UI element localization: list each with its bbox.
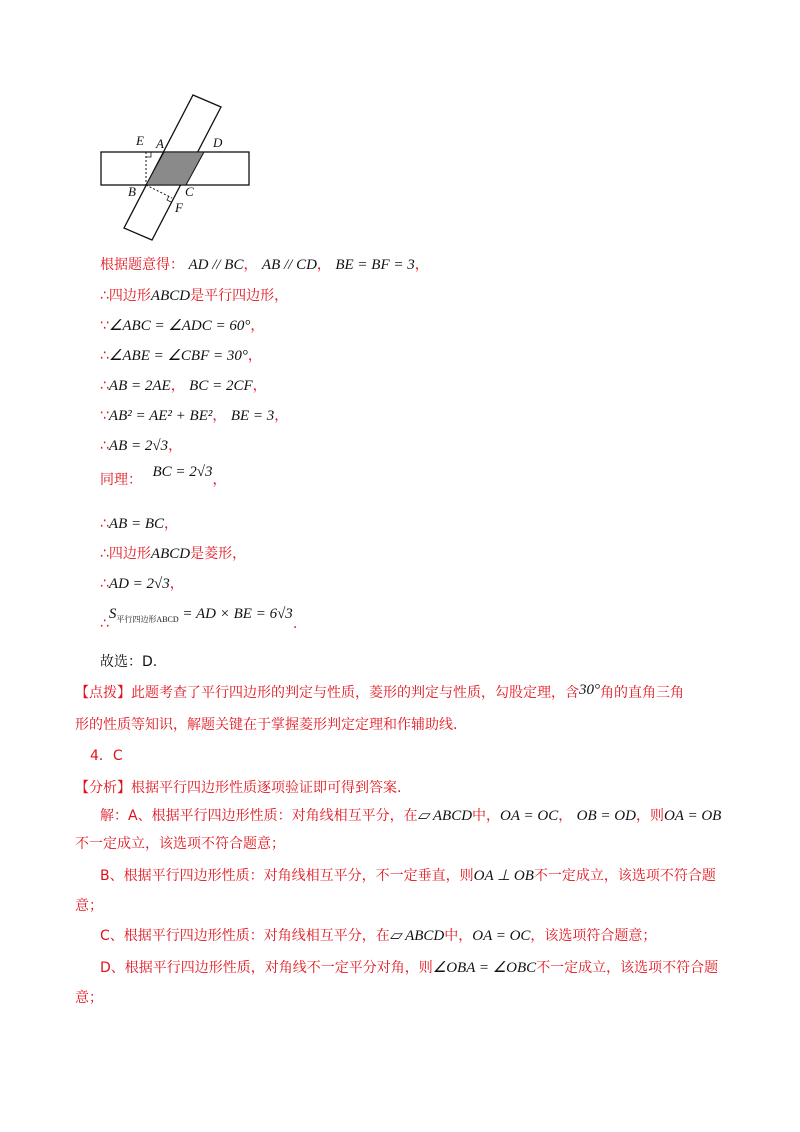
solution-line-6 — [100, 406, 288, 426]
solution-line-8 — [100, 464, 227, 490]
math-bc-value: BC = 2√3 — [152, 464, 213, 480]
math-angle-equation: ∠ABE = ∠CBF = 30° — [108, 348, 248, 364]
line-prefix: ∴ — [100, 378, 109, 394]
solution-line-1 — [100, 255, 429, 275]
separator: . — [292, 616, 298, 632]
solution-line-10 — [100, 544, 246, 564]
shaded-parallelogram — [146, 152, 204, 185]
solution-line-4 — [100, 346, 262, 366]
line-prefix: ∴ — [100, 516, 109, 532]
math-angle-equation: ∠ABC = ∠ADC = 60° — [108, 318, 251, 334]
line-prefix: ∵ — [100, 408, 109, 424]
area-subscript: 平行四边形ABCD — [116, 615, 179, 624]
separator: ， — [164, 516, 179, 532]
solution-line-2 — [100, 286, 288, 306]
math-bc-2cf: BC = 2CF — [189, 378, 253, 394]
separator: ， — [252, 378, 267, 394]
separator: ， — [316, 257, 331, 273]
option-b-text: 意； — [75, 898, 103, 914]
math-abcd: ABCD — [150, 288, 191, 304]
option-b-text: B、根据平行四边形性质：对角线相互平分，不一定垂直，则 — [100, 868, 474, 884]
separator: ， — [558, 808, 573, 824]
analysis-text: 根据平行四边形性质逐项验证即可得到答案. — [131, 780, 402, 796]
option-text: 中， — [472, 808, 501, 824]
separator: ， — [414, 257, 429, 273]
math-ad-parallel-bc: AD // BC — [188, 257, 244, 273]
right-angle-e — [146, 152, 151, 157]
separator: ， — [170, 378, 185, 394]
q4-option-a-line-1 — [100, 806, 721, 826]
q4-option-d-line-2 — [75, 988, 103, 1008]
separator: ， — [243, 257, 258, 273]
q4-analysis — [75, 778, 401, 798]
math-ab-2ae: AB = 2AE — [108, 378, 171, 394]
line-prefix: 同理： — [100, 472, 142, 488]
area-symbol: S — [108, 606, 117, 622]
q4-option-b-line-1 — [100, 866, 716, 886]
option-d-text: 意； — [75, 990, 103, 1006]
option-c-text: ，该选项符合题意； — [530, 928, 657, 944]
area-equation: = AD × BE = 6√3 — [178, 606, 293, 622]
q4-number-text: 4．C — [90, 748, 123, 764]
math-oa-oc: OA = OC — [472, 928, 531, 944]
solution-line-9 — [100, 514, 178, 534]
math-abcd: ABCD — [150, 546, 191, 562]
q4-option-a-line-2 — [75, 834, 285, 854]
line-suffix: 是平行四边形， — [190, 288, 289, 304]
math-ab-value: AB = 2√3 — [108, 438, 169, 454]
choice-line — [100, 652, 157, 672]
math-pythagoras: AB² = AE² + BE² — [108, 408, 213, 424]
solution-line-7 — [100, 436, 182, 456]
tip-line-2 — [75, 715, 457, 735]
label-f: F — [175, 200, 183, 215]
math-parallelogram-abcd: ▱ ABCD — [389, 928, 445, 944]
solution-line-11 — [100, 574, 184, 594]
math-ad-value: AD = 2√3 — [108, 576, 170, 592]
math-oa-perp-ob: OA ⊥ OB — [473, 868, 534, 884]
option-text: ，则 — [635, 808, 664, 824]
line-suffix: 是菱形， — [190, 546, 247, 562]
math-30-degrees: 30° — [579, 682, 600, 698]
line-prefix: ∴四边形 — [100, 546, 151, 562]
tip-text: 形的性质等知识，解题关键在于掌握菱形判定定理和作辅助线. — [75, 717, 458, 733]
math-be-3: BE = 3 — [230, 408, 275, 424]
line-text: 根据题意得： — [100, 257, 184, 273]
label-e: E — [136, 133, 144, 148]
analysis-label: 【分析】 — [75, 780, 131, 796]
math-area — [109, 606, 293, 622]
tip-text: 此题考查了平行四边形的判定与性质，菱形的判定与性质，勾股定理，含 — [131, 685, 579, 701]
label-c: C — [185, 184, 194, 199]
separator: ， — [250, 318, 265, 334]
separator: ， — [274, 408, 289, 424]
separator: ， — [247, 348, 262, 364]
tip-line-1 — [75, 683, 684, 703]
math-ob-od: OB = OD — [576, 808, 636, 824]
geometry-figure — [96, 90, 266, 250]
option-c-text: C、根据平行四边形性质：对角线相互平分，在 — [100, 928, 390, 944]
option-text: 中， — [444, 928, 473, 944]
math-angle-oba-obc: ∠OBA = ∠OBC — [432, 960, 537, 976]
solution-line-5 — [100, 376, 267, 396]
line-prefix: ∵ — [100, 318, 109, 334]
line-prefix: ∴ — [100, 348, 109, 364]
label-b: B — [128, 184, 136, 199]
option-a-text: 解：A、根据平行四边形性质：对角线相互平分，在 — [100, 808, 418, 824]
separator: ， — [212, 408, 227, 424]
math-parallelogram-abcd: ▱ ABCD — [417, 808, 473, 824]
separator: ， — [168, 438, 183, 454]
tip-label: 【点拨】 — [75, 685, 131, 701]
solution-line-3 — [100, 316, 264, 336]
line-prefix: ∴ — [100, 616, 109, 632]
line-prefix: ∴四边形 — [100, 288, 151, 304]
math-be-bf: BE = BF = 3 — [335, 257, 415, 273]
math-ab-bc: AB = BC — [108, 516, 165, 532]
option-a-text: 不一定成立，该选项不符合题意； — [75, 836, 285, 852]
choice-text: 故选：D. — [100, 654, 158, 670]
line-prefix: ∴ — [100, 438, 109, 454]
separator: ， — [169, 576, 184, 592]
q4-number — [90, 746, 123, 766]
separator: ， — [212, 472, 227, 488]
label-d: D — [213, 135, 223, 150]
q4-option-b-line-2 — [75, 896, 103, 916]
tip-text: 角的直角三角 — [600, 685, 684, 701]
q4-option-c — [100, 926, 656, 946]
label-a: A — [156, 136, 164, 151]
math-oa-ob: OA = OB — [663, 808, 722, 824]
math-ab-parallel-cd: AB // CD — [261, 257, 317, 273]
q4-option-d-line-1 — [100, 958, 718, 978]
solution-line-12 — [100, 604, 297, 632]
dashed-ef — [146, 185, 172, 198]
option-d-text: 不一定成立，该选项不符合题 — [536, 960, 719, 976]
option-d-text: D、根据平行四边形性质，对角线不一定平分对角，则 — [100, 960, 433, 976]
math-oa-oc: OA = OC — [500, 808, 559, 824]
line-prefix: ∴ — [100, 576, 109, 592]
option-b-text: 不一定成立，该选项不符合题 — [533, 868, 716, 884]
